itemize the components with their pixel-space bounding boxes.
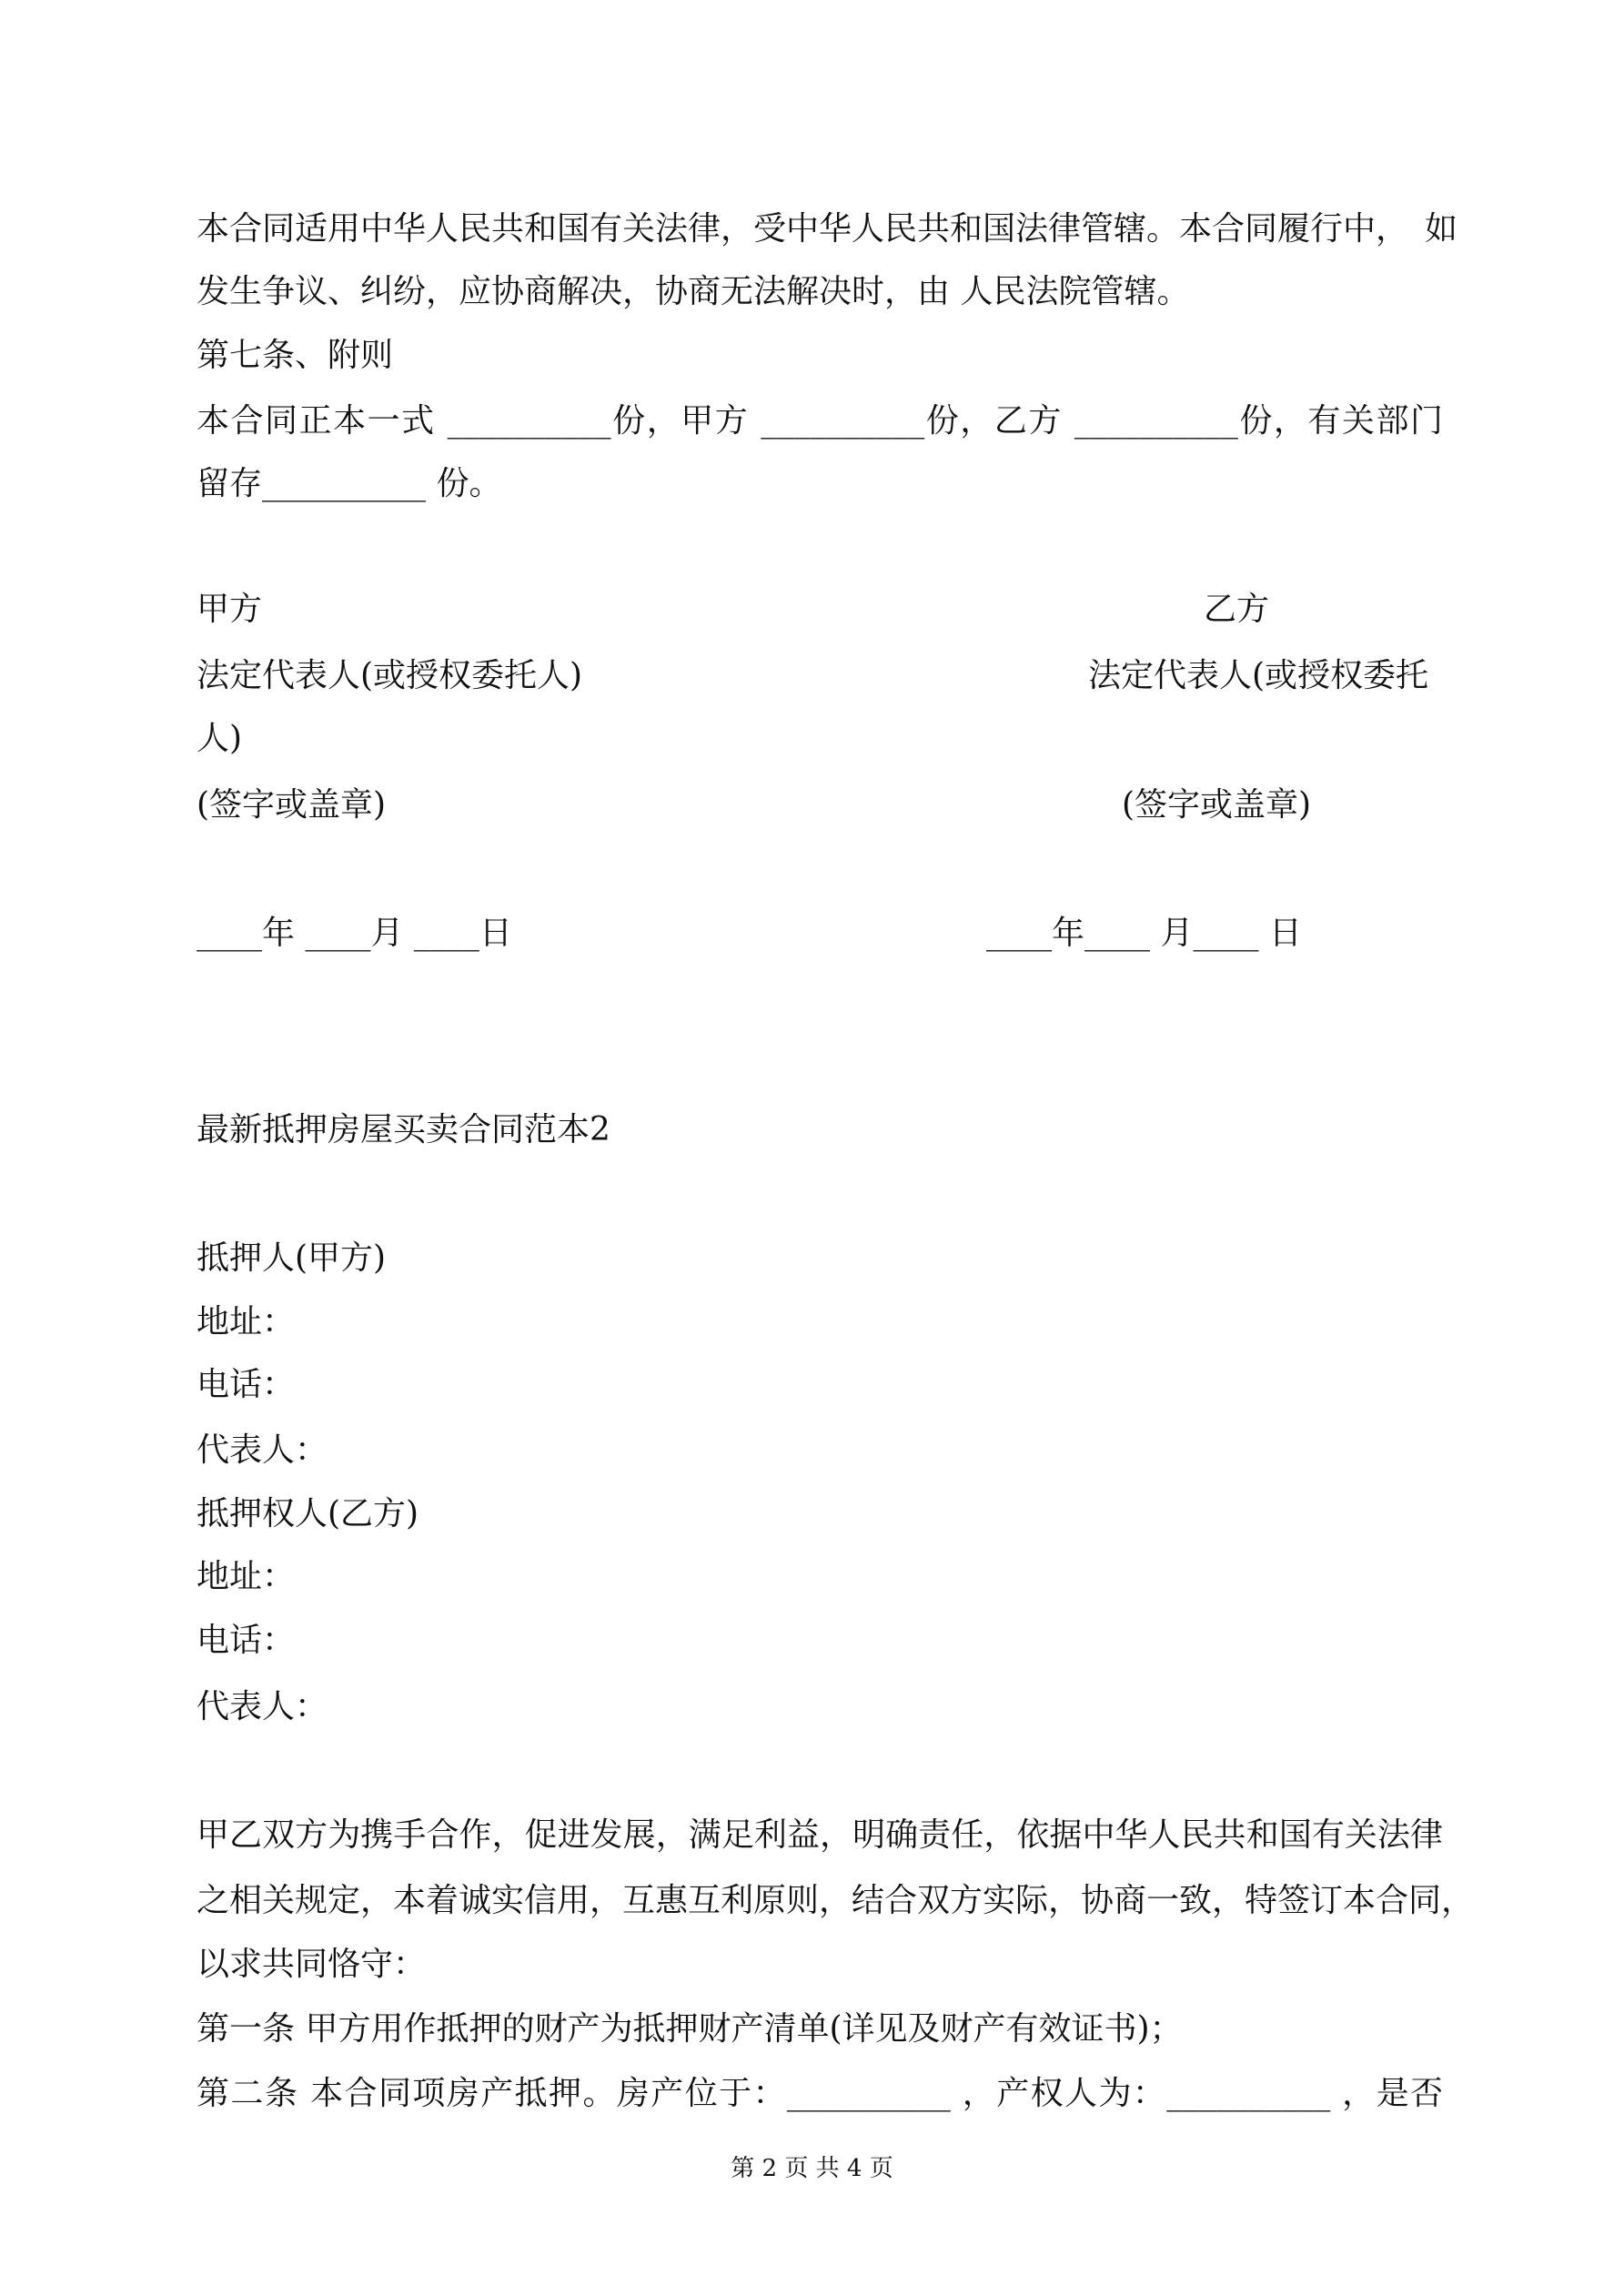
paragraph-line: 本合同适用中华人民共和国有关法律，受中华人民共和国法律管辖。本合同履行中， 如	[197, 210, 1458, 248]
party-field: 电话：	[197, 1622, 296, 1659]
party-a-representative: 法定代表人(或授权委托人)	[197, 657, 583, 694]
party-b-date: ____年____ 月____ 日	[986, 915, 1302, 952]
party-a-sign: (签字或盖章)	[197, 786, 387, 824]
party-b-representative-cont: 人)	[197, 720, 243, 757]
party-field: 代表人：	[197, 1688, 328, 1725]
party-field: 抵押人(甲方)	[197, 1239, 387, 1277]
party-field: 代表人：	[197, 1431, 328, 1469]
party-b-sign: (签字或盖章)	[1122, 786, 1312, 824]
paragraph-line: 本合同正本一式 __________份，甲方 __________份，乙方 __________份，有关部门	[197, 402, 1443, 440]
article-line: 第一条 甲方用作抵押的财产为抵押财产清单(详见及财产有效证书)；	[197, 2010, 1183, 2048]
party-field: 地址：	[197, 1558, 296, 1595]
paragraph-line: 之相关规定，本着诚实信用，互惠互利原则，结合双方实际，协商一致，特签订本合同，	[197, 1882, 1475, 1919]
party-field: 地址：	[197, 1303, 296, 1340]
paragraph-line: 甲乙双方为携手合作，促进发展，满足利益，明确责任，依据中华人民共和国有关法律	[197, 1816, 1443, 1854]
contract-title: 最新抵押房屋买卖合同范本2	[197, 1111, 610, 1148]
party-a-date: ____年 ____月 ____日	[197, 915, 512, 952]
party-a-label: 甲方	[197, 591, 263, 628]
party-field: 抵押权人(乙方)	[197, 1495, 419, 1532]
page-footer: 第 2 页 共 4 页	[731, 2155, 893, 2182]
paragraph-line: 留存__________ 份。	[197, 465, 502, 502]
party-field: 电话：	[197, 1366, 296, 1403]
article-line: 第二条 本合同项房产抵押。房产位于：__________ ，产权人为：__________ ，是否	[197, 2075, 1443, 2112]
paragraph-line: 发生争议、纠纷，应协商解决，协商无法解决时，由 人民法院管辖。	[197, 273, 1190, 310]
party-b-label: 乙方	[1204, 591, 1270, 628]
paragraph-line: 以求共同恪守：	[197, 1946, 427, 1983]
party-b-representative: 法定代表人(或授权委托	[1088, 657, 1429, 694]
section-heading: 第七条、附则	[197, 337, 394, 374]
